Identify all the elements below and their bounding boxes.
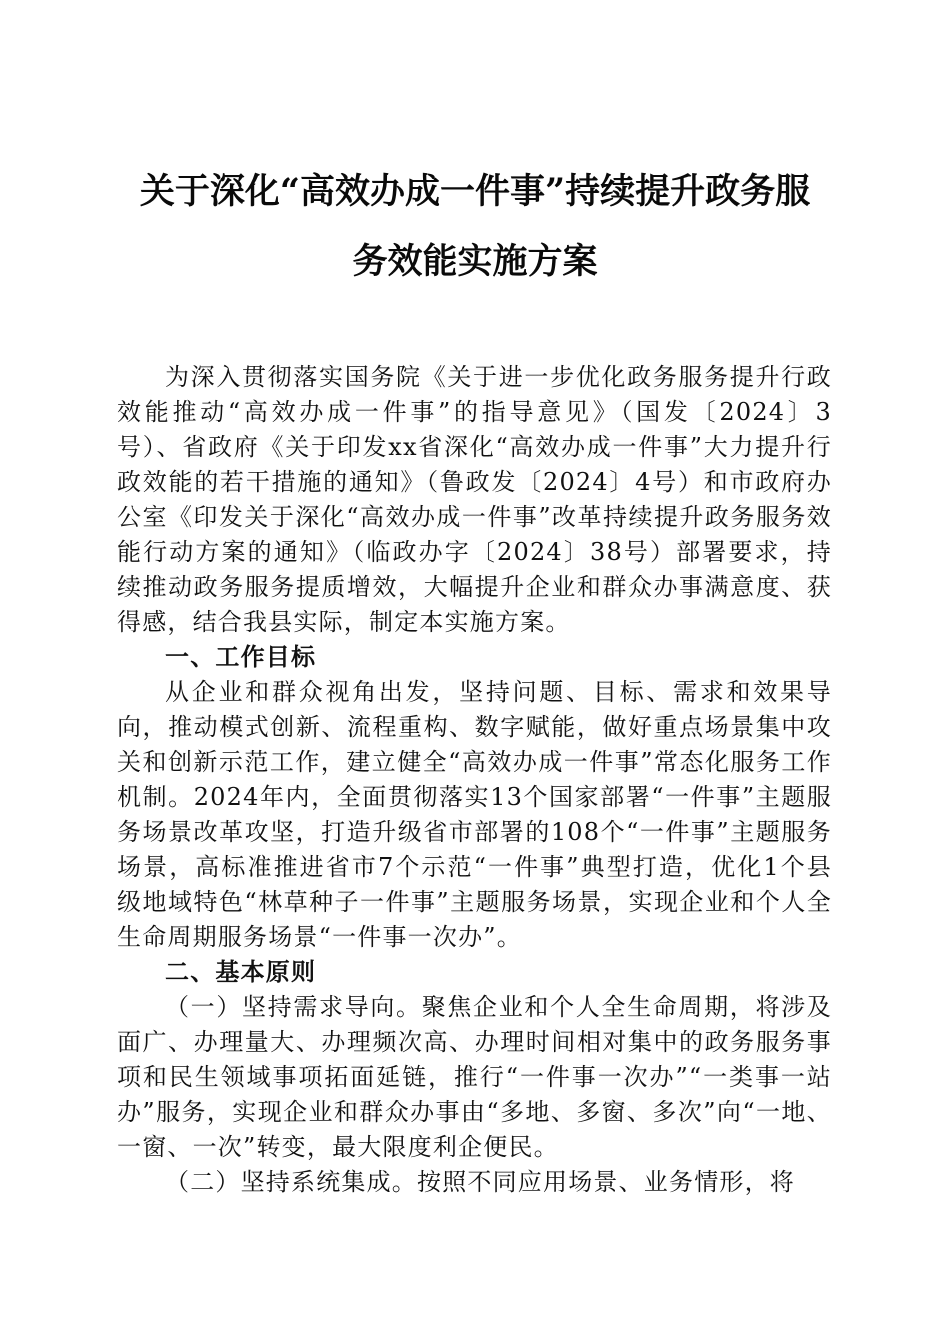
goals-paragraph: 从企业和群众视角出发，坚持问题、目标、需求和效果导向，推动模式创新、流程重构、数字赋能，做好重点场景集中攻关和创新示范工作，建立健全“高效办成一件事”常态化服务工作机制。2024年内，全面贯彻落实13个国家部署“一件事”主题服务场景改革攻坚，打造升级省市部署的108个“一件事”主题服务场景，高标准推进省市7个示范“一件事”典型打造，优化1个县级地域特色“林草种子一件事”主题服务场景，实现企业和个人全生命周期服务场景“一件事一次办”。 <box>117 678 832 951</box>
intro-paragraph: 为深入贯彻落实国务院《关于进一步优化政务服务提升行政效能推动“高效办成一件事”的指导意见》（国发〔2024〕3号）、省政府《关于印发xx省深化“高效办成一件事”大力提升行政效能的若干措施的通知》（鲁政发〔2024〕4号）和市政府办公室《印发关于深化“高效办成一件事”改革持续提升政务服务效能行动方案的通知》（临政办字〔2024〕38号）部署要求，持续推动政务服务提质增效，大幅提升企业和群众办事满意度、获得感，结合我县实际，制定本实施方案。 <box>117 363 832 636</box>
principle-system-integration: （二）坚持系统集成。按照不同应用场景、业务情形，将 <box>165 1168 795 1196</box>
section-heading-principles: 二、基本原则 <box>165 958 317 986</box>
principle-demand-oriented: （一）坚持需求导向。聚焦企业和个人全生命周期，将涉及面广、办理量大、办理频次高、办理时间相对集中的政务服务事项和民生领域事项拓面延链，推行“一件事一次办”“一类事一站办”服务，实现企业和群众办事由“多地、多窗、多次”向“一地、一窗、一次”转变，最大限度利企便民。 <box>117 993 832 1161</box>
section-heading-goals: 一、工作目标 <box>165 643 317 671</box>
document-body <box>117 360 832 1200</box>
document-title-line-2: 务效能实施方案 <box>352 241 598 282</box>
document-title-line-1: 关于深化“高效办成一件事”持续提升政务服 <box>139 171 811 212</box>
